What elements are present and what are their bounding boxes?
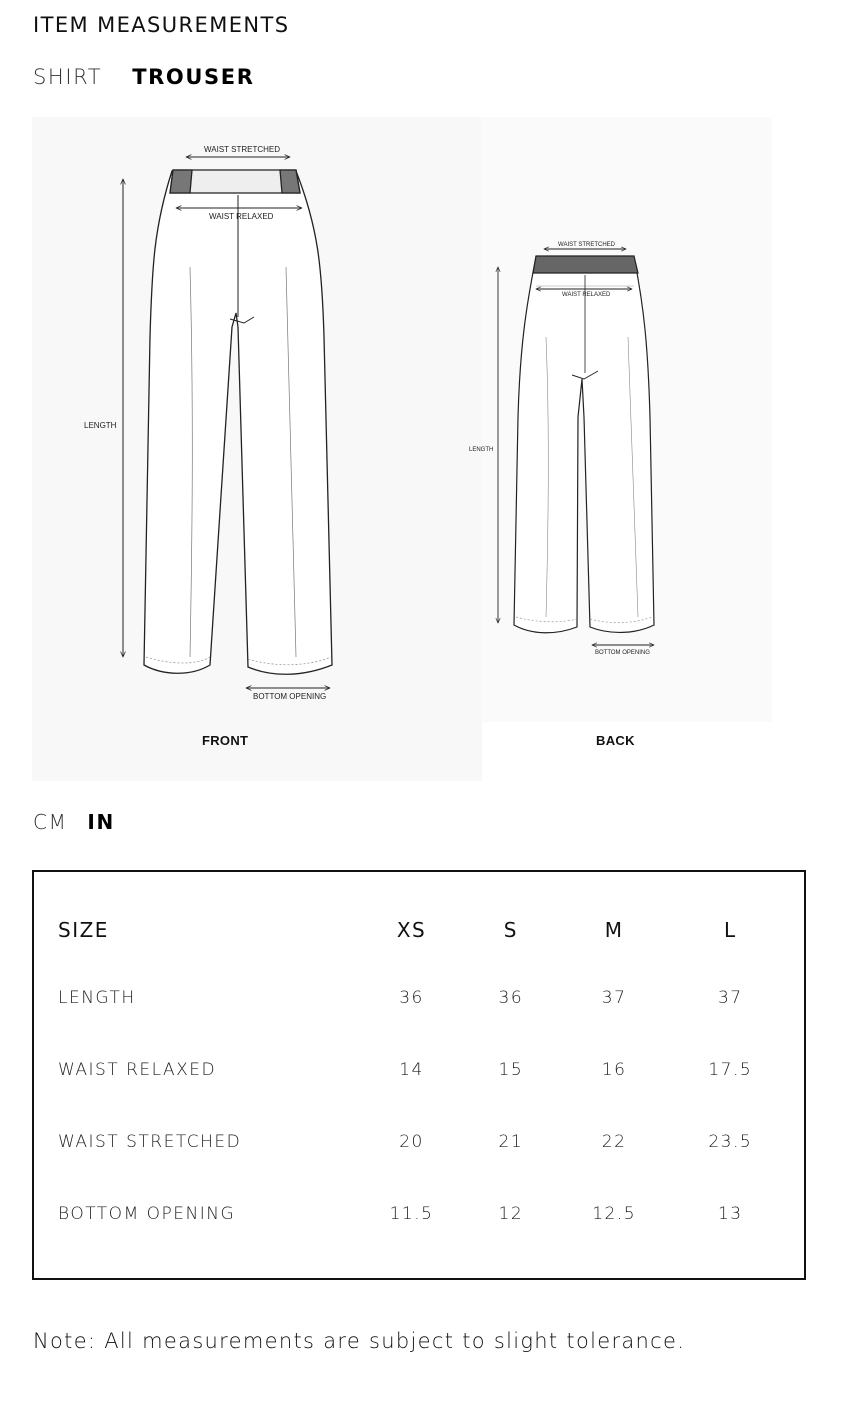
unit-cm-option[interactable]: CM xyxy=(33,810,68,834)
header-size: SIZE xyxy=(58,918,109,942)
trouser-diagram-svg xyxy=(32,117,772,781)
cell-value: 13 xyxy=(717,1204,743,1224)
front-waist-stretched-label: WAIST STRETCHED xyxy=(204,145,281,154)
back-waist-stretched-label: WAIST STRETCHED xyxy=(558,242,616,248)
cell-value: 14 xyxy=(399,1060,424,1080)
row-label: WAIST RELAXED xyxy=(58,1060,217,1080)
back-trouser-drawing xyxy=(514,256,654,633)
cell-value: 16 xyxy=(601,1060,627,1080)
cell-value: 20 xyxy=(399,1132,424,1152)
front-length-label: LENGTH xyxy=(84,421,117,430)
table-row xyxy=(58,962,804,1034)
cell-value: 12.5 xyxy=(592,1204,637,1224)
header-m: M xyxy=(604,918,624,942)
garment-tabs xyxy=(33,65,254,89)
front-bottom-opening-label: BOTTOM OPENING xyxy=(253,692,327,701)
unit-in-option[interactable]: IN xyxy=(87,810,115,834)
front-waist-relaxed-label: WAIST RELAXED xyxy=(209,212,274,221)
table-row xyxy=(58,1034,804,1106)
cell-value: 36 xyxy=(399,988,424,1008)
size-chart-box xyxy=(32,870,806,1280)
unit-toggle xyxy=(33,810,115,834)
trouser-measurement-illustration xyxy=(32,117,772,781)
row-label: LENGTH xyxy=(58,988,136,1008)
back-waist-relaxed-label: WAIST RELAXED xyxy=(562,292,611,298)
cell-value: 37 xyxy=(601,988,627,1008)
table-row xyxy=(58,1178,804,1250)
front-trouser-drawing xyxy=(144,170,332,674)
back-length-label: LENGTH xyxy=(469,447,494,453)
back-bottom-opening-label: BOTTOM OPENING xyxy=(595,650,650,656)
table-header-row xyxy=(58,898,804,962)
cell-value: 23.5 xyxy=(708,1132,753,1152)
tab-shirt[interactable]: SHIRT xyxy=(33,65,103,89)
cell-value: 11.5 xyxy=(389,1204,434,1224)
header-xs: XS xyxy=(396,918,427,942)
header-l: L xyxy=(723,918,737,942)
cell-value: 12 xyxy=(498,1204,524,1224)
front-view-label: FRONT xyxy=(202,733,249,748)
cell-value: 17.5 xyxy=(708,1060,753,1080)
table-row xyxy=(58,1106,804,1178)
tolerance-note: Note: All measurements are subject to slight tolerance. xyxy=(33,1329,686,1353)
row-label: WAIST STRETCHED xyxy=(58,1132,242,1152)
cell-value: 21 xyxy=(498,1132,524,1152)
cell-value: 15 xyxy=(498,1060,524,1080)
back-view-label: BACK xyxy=(596,733,635,748)
size-chart-table xyxy=(58,898,804,1250)
header-s: S xyxy=(503,918,518,942)
row-label: BOTTOM OPENING xyxy=(58,1204,236,1224)
cell-value: 37 xyxy=(717,988,743,1008)
page-title: ITEM MEASUREMENTS xyxy=(33,13,290,37)
cell-value: 36 xyxy=(498,988,524,1008)
tab-trouser[interactable]: TROUSER xyxy=(132,65,255,89)
cell-value: 22 xyxy=(601,1132,627,1152)
